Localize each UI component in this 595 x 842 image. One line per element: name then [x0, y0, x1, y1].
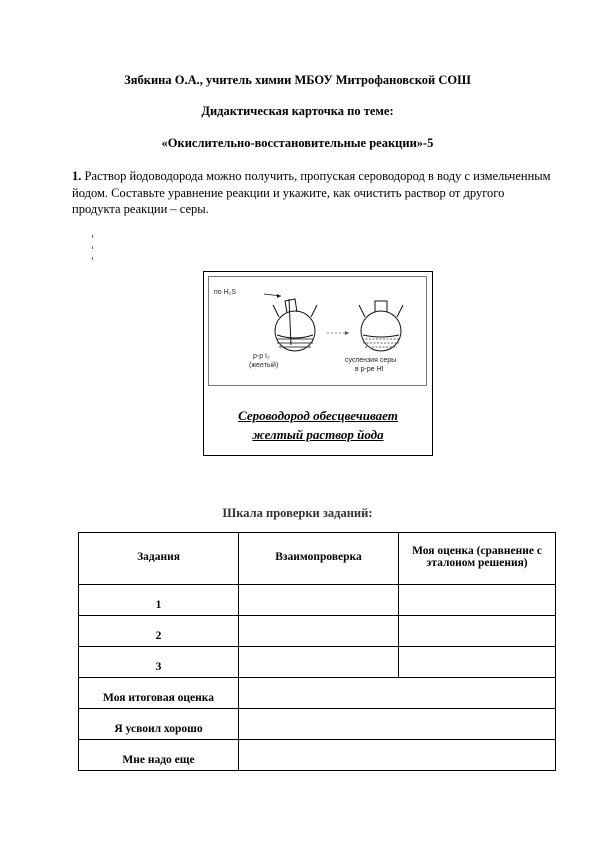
right-flask — [359, 301, 403, 351]
header-tasks: Задания — [79, 533, 239, 585]
task-number-cell: 2 — [79, 616, 239, 647]
peer-review-cell[interactable] — [239, 585, 399, 616]
header-self-grade: Моя оценка (сравнение с эталоном решения) — [399, 533, 556, 585]
table-row — [79, 740, 556, 771]
header-peer-review: Взаимопроверка — [239, 533, 399, 585]
task-text: Раствор йодоводорода можно получить, пропуская сероводород в воду с измельченным йодом. Составьте уравнение реакции и укажите, как очистить раствор от другого продукта реакции – серы. — [72, 169, 551, 216]
card-title: Дидактическая карточка по теме: — [201, 104, 394, 118]
caption-line-2: желтый раствор йода — [252, 427, 384, 442]
reaction-arrow-head — [345, 331, 349, 335]
task-number: 1. — [72, 169, 82, 183]
table-row — [79, 616, 556, 647]
task-number-cell: 3 — [79, 647, 239, 678]
assessment-table — [78, 532, 556, 771]
peer-review-cell[interactable] — [239, 616, 399, 647]
margin-mark — [92, 257, 93, 260]
gas-label: по H₂S — [214, 289, 237, 296]
table-header-row — [79, 533, 556, 585]
self-grade-cell[interactable] — [399, 585, 556, 616]
scale-title: Шкала проверки заданий: — [222, 506, 373, 520]
left-flask — [273, 299, 317, 351]
self-grade-cell[interactable] — [399, 647, 556, 678]
author-line: Зябкина О.А., учитель химии МБОУ Митрофановской СОШ — [124, 73, 471, 87]
experiment-figure — [203, 271, 433, 456]
flask-illustration — [208, 276, 427, 386]
figure-caption — [204, 406, 432, 444]
right-flask-label-1: суспензия серы — [345, 357, 397, 364]
topic-title: «Окислительно-восстановительные реакции»-5 — [161, 136, 434, 150]
final-grade-cell[interactable] — [239, 678, 556, 709]
right-flask-label-2: в р-ре HI — [355, 366, 384, 373]
margin-mark — [92, 246, 93, 249]
task-number-cell: 1 — [79, 585, 239, 616]
flasks-drawing — [209, 277, 426, 385]
self-grade-cell[interactable] — [399, 616, 556, 647]
learned-well-cell[interactable] — [239, 709, 556, 740]
left-flask-label-1: p-p I₂ — [253, 353, 270, 360]
task-1 — [72, 168, 552, 218]
need-more-cell[interactable] — [239, 740, 556, 771]
need-more-label: Мне надо еще — [79, 740, 239, 771]
learned-well-label: Я усвоил хорошо — [79, 709, 239, 740]
gas-arrow-head — [277, 294, 281, 298]
table-row — [79, 709, 556, 740]
table-row — [79, 585, 556, 616]
margin-mark — [92, 235, 93, 238]
table-row — [79, 678, 556, 709]
peer-review-cell[interactable] — [239, 647, 399, 678]
table-row — [79, 647, 556, 678]
caption-line-1: Сероводород обесцвечивает — [238, 408, 398, 423]
left-flask-label-2: (желтый) — [249, 362, 279, 369]
final-grade-label: Моя итоговая оценка — [79, 678, 239, 709]
